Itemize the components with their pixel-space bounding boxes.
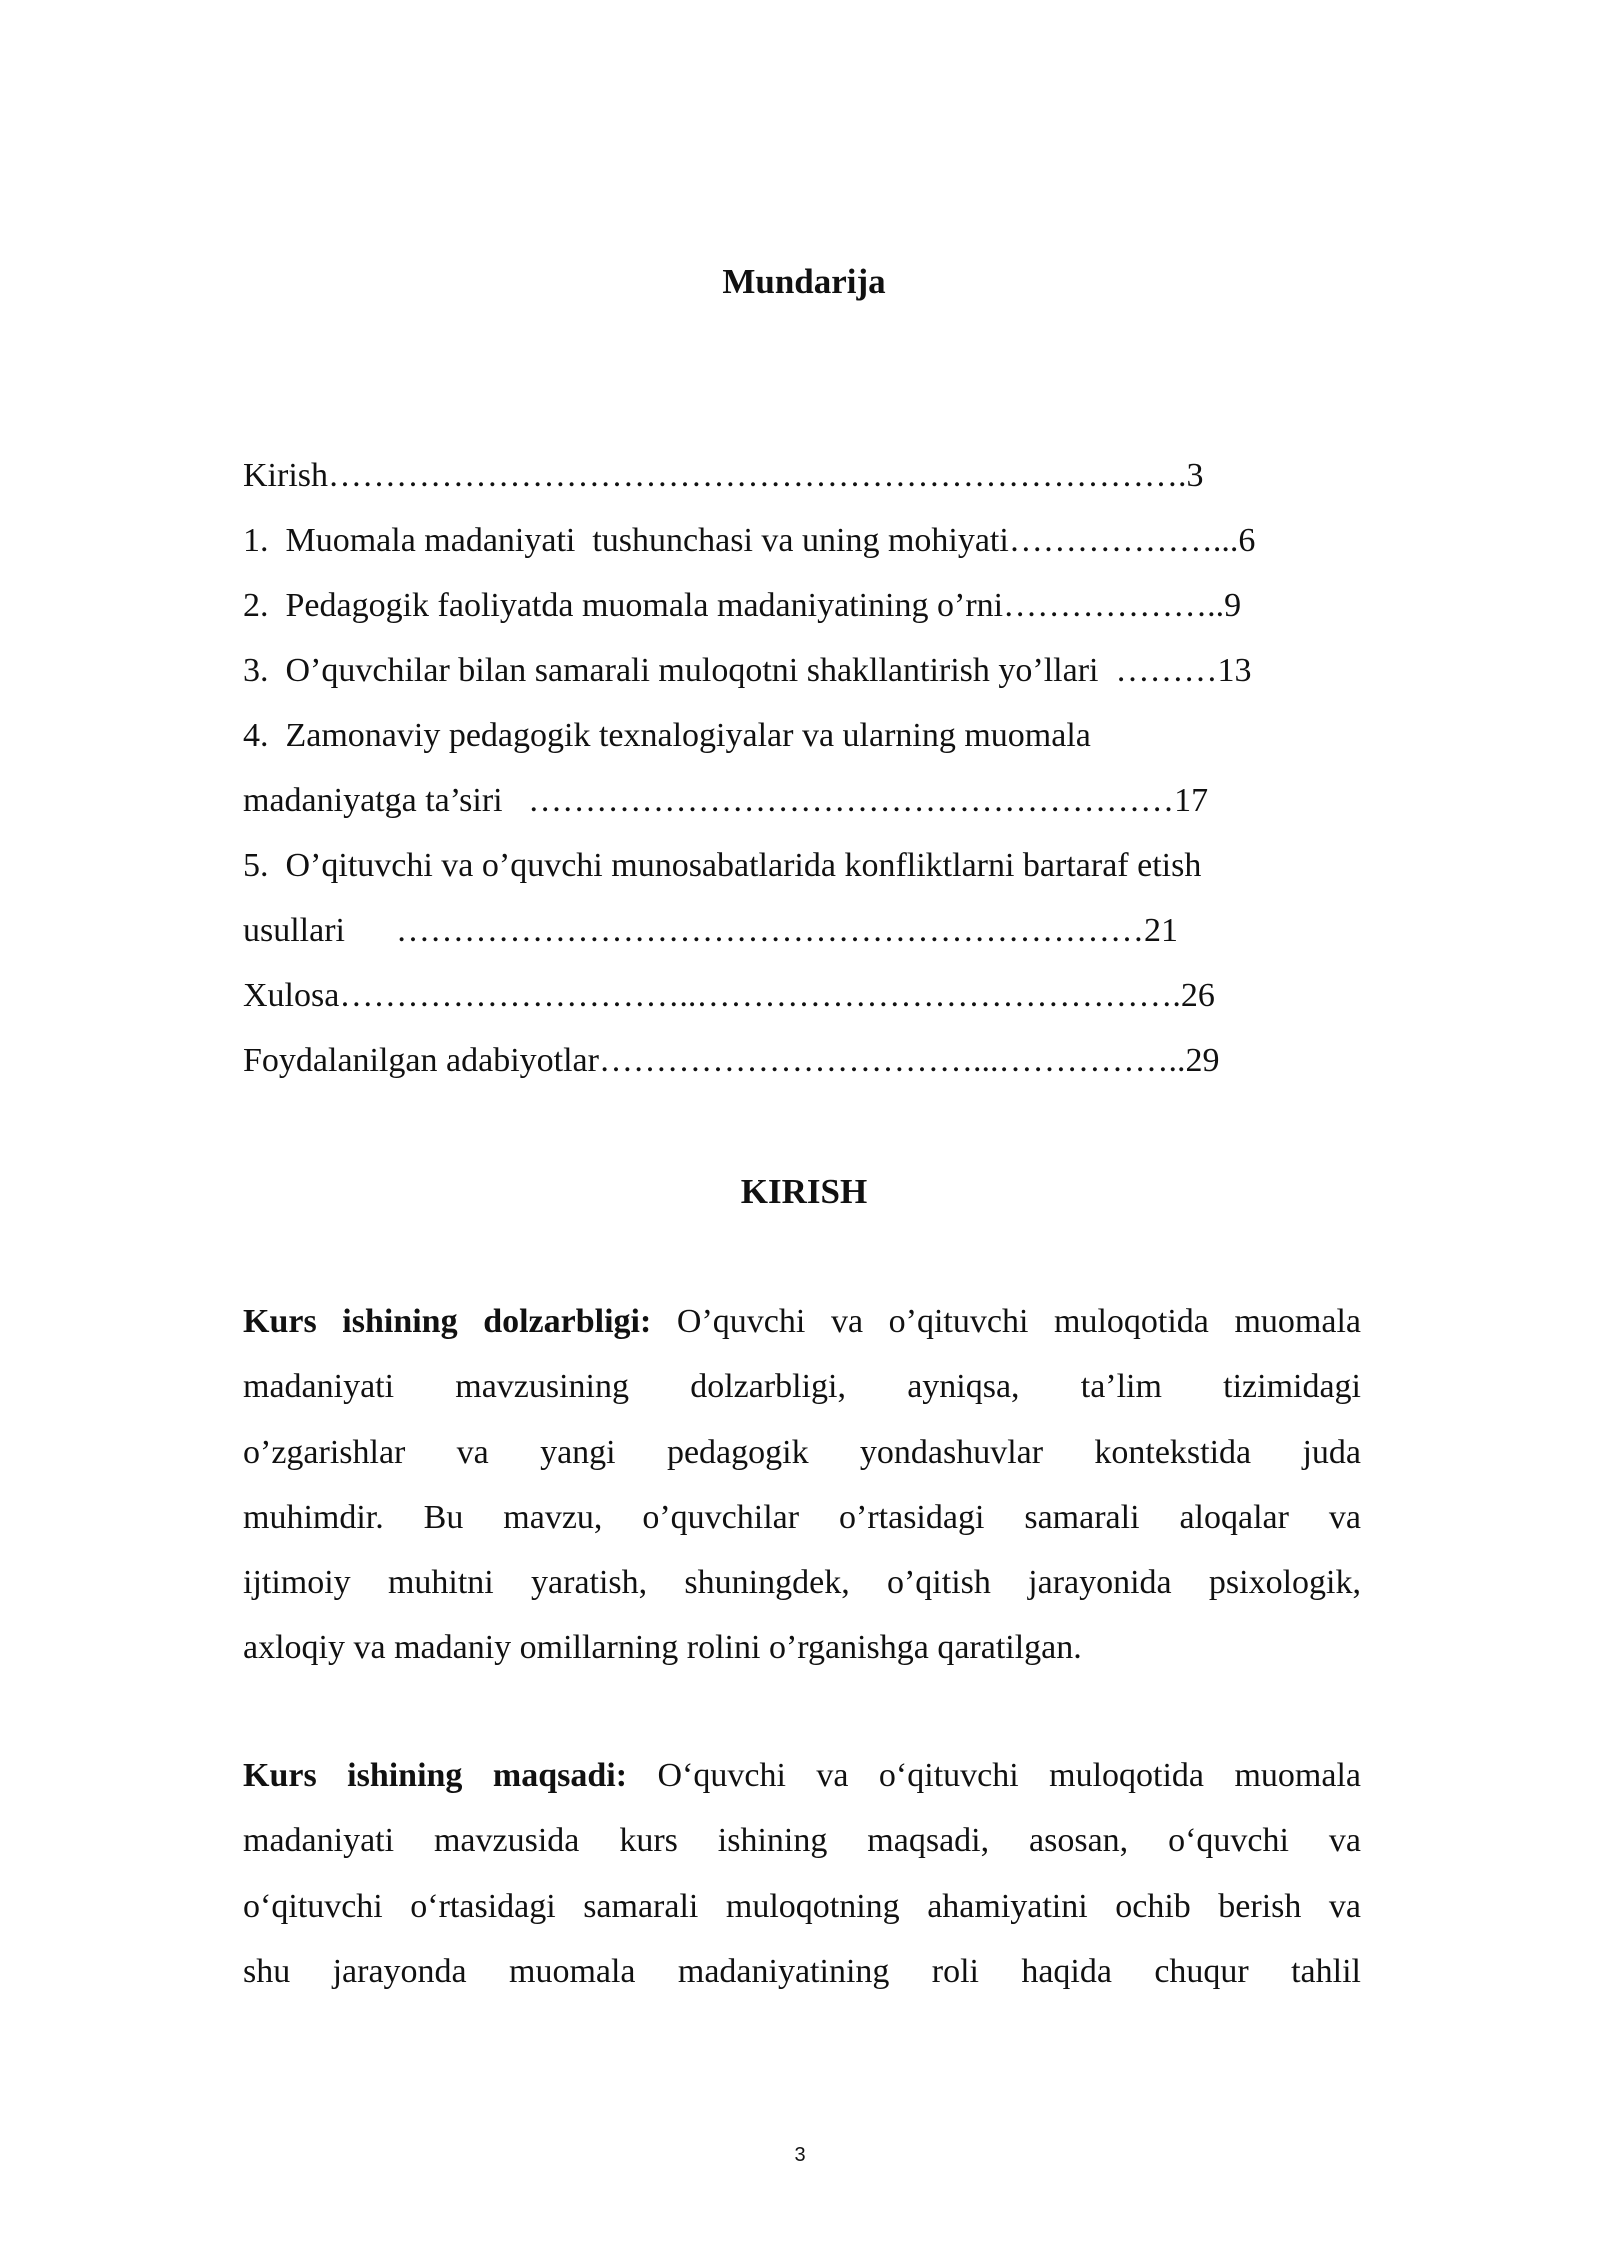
paragraph-line: madaniyati mavzusida kurs ishining maqsadi, asosan, o‘quvchi va	[243, 1822, 1361, 1860]
toc-entry-3: 3. O’quvchilar bilan samarali muloqotni shakllantirish yo’llari ………13	[243, 652, 1252, 689]
paragraph-line	[243, 1743, 1361, 1808]
toc-entry-5: 5. O’qituvchi va o’quvchi munosabatlarida konfliktlarni bartaraf etish	[243, 847, 1202, 884]
section-title-kirish: KIRISH	[740, 1172, 868, 1211]
paragraph-line: ijtimoiy muhitni yaratish, shuningdek, o’qitish jarayonida psixologik,	[243, 1564, 1361, 1602]
paragraph-line: o‘qituvchi o‘rtasidagi samarali muloqotning ahamiyatini ochib berish va	[243, 1887, 1361, 1925]
toc-entry-xulosa: Xulosa…………………………..…………………………………….26	[243, 977, 1215, 1014]
toc-entry-5-cont: usullari …………………………………………………………21	[243, 912, 1178, 949]
toc-entry-kirish: Kirish………………………………………………………………….3	[243, 457, 1204, 494]
paragraph-line: o’zgarishlar va yangi pedagogik yondashuvlar kontekstida juda	[243, 1433, 1361, 1471]
paragraph-line: axloqiy va madaniy omillarning rolini o’rganishga qaratilgan.	[243, 1629, 1082, 1667]
toc-title: Mundarija	[722, 262, 886, 301]
toc-entry-4-cont: madaniyatga ta’siri …………………………………………………17	[243, 782, 1209, 819]
paragraph-line: shu jarayonda muomala madaniyatining roli haqida chuqur tahlil	[243, 1952, 1361, 1990]
paragraph-heading: Kurs ishining maqsadi:	[243, 1757, 628, 1794]
toc-entry-adabiyotlar: Foydalanilgan adabiyotlar……………………………...……………..29	[243, 1042, 1220, 1079]
page-number: 3	[794, 2144, 806, 2166]
paragraph-line: muhimdir. Bu mavzu, o’quvchilar o’rtasidagi samarali aloqalar va	[243, 1498, 1361, 1536]
toc-entry-4: 4. Zamonaviy pedagogik texnalogiyalar va ularning muomala	[243, 717, 1091, 754]
paragraph-text: O‘quvchi va o‘qituvchi muloqotida muomala	[627, 1757, 1361, 1794]
paragraph-heading: Kurs ishining dolzarbligi:	[243, 1303, 652, 1340]
paragraph-line	[243, 1289, 1361, 1354]
paragraph-text: O’quvchi va o’qituvchi muloqotida muomala	[651, 1303, 1362, 1340]
toc-entry-2: 2. Pedagogik faoliyatda muomala madaniyatining o’rni………………..9	[243, 587, 1242, 624]
toc-entry-1: 1. Muomala madaniyati tushunchasi va uning mohiyati………………...6	[243, 522, 1256, 559]
paragraph-maqsadi	[243, 1743, 1361, 2004]
paragraph-dolzarbligi	[243, 1289, 1361, 1681]
paragraph-line: madaniyati mavzusining dolzarbligi, ayniqsa, ta’lim tizimidagi	[243, 1368, 1361, 1406]
